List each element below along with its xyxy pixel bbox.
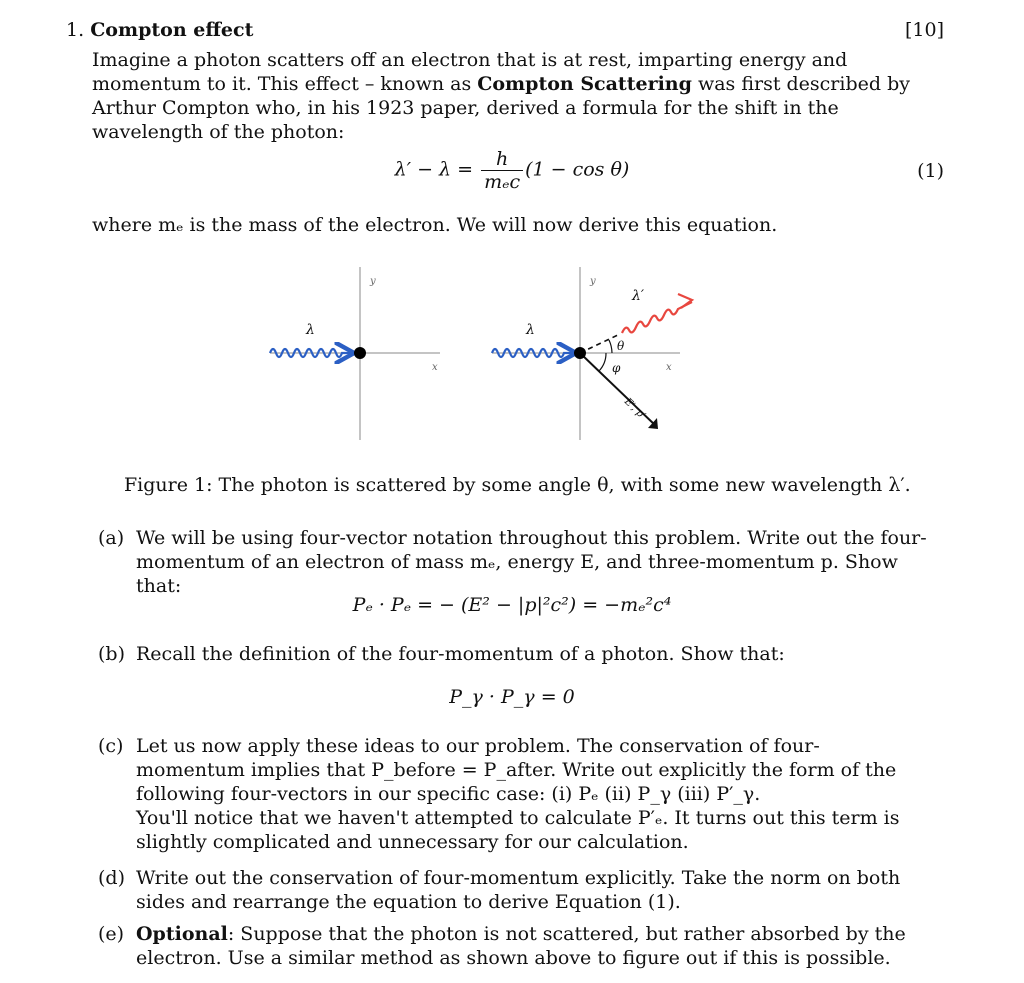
theta-arc — [609, 340, 612, 353]
part-e-text: : Suppose that the photon is not scattered, but rather absorbed by the electron. Use a similar method as shown above to figure out if this is possible. — [136, 923, 906, 969]
part-c-label: (c) — [98, 735, 124, 757]
problem-marks: [10] — [904, 19, 944, 41]
part-e-body — [136, 922, 928, 970]
intro-text-2: was first described by Arthur Compton who, in his 1923 paper, derived a formula for the shift in the wavelength of the photon: — [92, 73, 910, 143]
part-d-label: (d) — [98, 867, 125, 889]
phi-label: φ — [612, 361, 621, 375]
problem-number: 1. — [66, 19, 85, 41]
part-e-bold: Optional — [136, 923, 228, 945]
equation-lhs: λ′ − λ = — [394, 158, 474, 181]
equation-numerator: h — [481, 148, 523, 171]
part-b — [98, 642, 928, 666]
part-c-text-1: Let us now apply these ideas to our problem. The conservation of four-momentum implies that P_before = P_after. Write out explicitly the form of the following four-vectors in our specific case: (i) Pₑ (ii) P_γ (iii) P′_γ. — [136, 735, 897, 805]
part-c — [98, 734, 928, 854]
where-sentence: where mₑ is the mass of the electron. We will now derive this equation. — [92, 214, 778, 236]
intro-paragraph — [92, 48, 932, 144]
phi-arc — [599, 353, 606, 371]
intro-bold: Compton Scattering — [477, 73, 692, 95]
left-axis-x-label: x — [432, 362, 438, 373]
right-lambda-label: λ — [526, 322, 535, 338]
problem-heading — [66, 19, 253, 41]
part-b-equation: P_γ · P_γ = 0 — [449, 686, 575, 708]
part-d — [98, 866, 928, 914]
electron-energy-momentum-label: E′, p′ — [621, 396, 648, 422]
compton-equation — [0, 148, 1024, 193]
scattered-photon-arrowhead — [678, 294, 692, 308]
part-b-label: (b) — [98, 643, 125, 665]
equation-label: (1) — [917, 160, 944, 182]
part-a-label: (a) — [98, 527, 125, 549]
part-a-text: We will be using four-vector notation throughout this problem. Write out the four-momentum of an electron of mass mₑ, energy E, and three-momentum p. Show that: — [136, 527, 927, 597]
part-d-text: Write out the conservation of four-momentum explicitly. Take the norm on both sides and rearrange the equation to derive Equation (1). — [136, 867, 901, 913]
electron-right — [574, 347, 586, 359]
left-lambda-label: λ — [306, 322, 315, 338]
theta-label: θ — [617, 339, 625, 353]
left-axis-y-label: y — [370, 276, 376, 287]
problem-title: Compton effect — [90, 19, 254, 41]
part-c-text-2: You'll notice that we haven't attempted to calculate P′ₑ. It turns out this term is slightly complicated and unnecessary for our calculation. — [136, 807, 900, 853]
scattered-lambda-label: λ′ — [632, 288, 645, 304]
right-axis-y-label: y — [590, 276, 596, 287]
scatter-direction-dashed — [580, 334, 620, 353]
part-e — [98, 922, 928, 970]
electron-left — [354, 347, 366, 359]
right-axis-x-label: x — [666, 362, 672, 373]
figure-caption: Figure 1: The photon is scattered by some angle θ, with some new wavelength λ′. — [124, 474, 911, 496]
part-a-equation: Pₑ · Pₑ = − (E² − |p|²c²) = −mₑ²c⁴ — [352, 594, 672, 616]
part-e-label: (e) — [98, 923, 125, 945]
equation-denominator: mₑc — [484, 171, 521, 193]
part-a — [98, 526, 928, 598]
part-b-text: Recall the definition of the four-momentum of a photon. Show that: — [136, 643, 785, 665]
equation-rhs: (1 − cos θ) — [525, 158, 630, 181]
intro-text-1: Imagine a photon scatters off an electron that is at rest, imparting energy and momentum to it. This effect – known as — [92, 49, 848, 95]
compton-figure — [260, 262, 720, 442]
equation-fraction — [481, 148, 523, 193]
